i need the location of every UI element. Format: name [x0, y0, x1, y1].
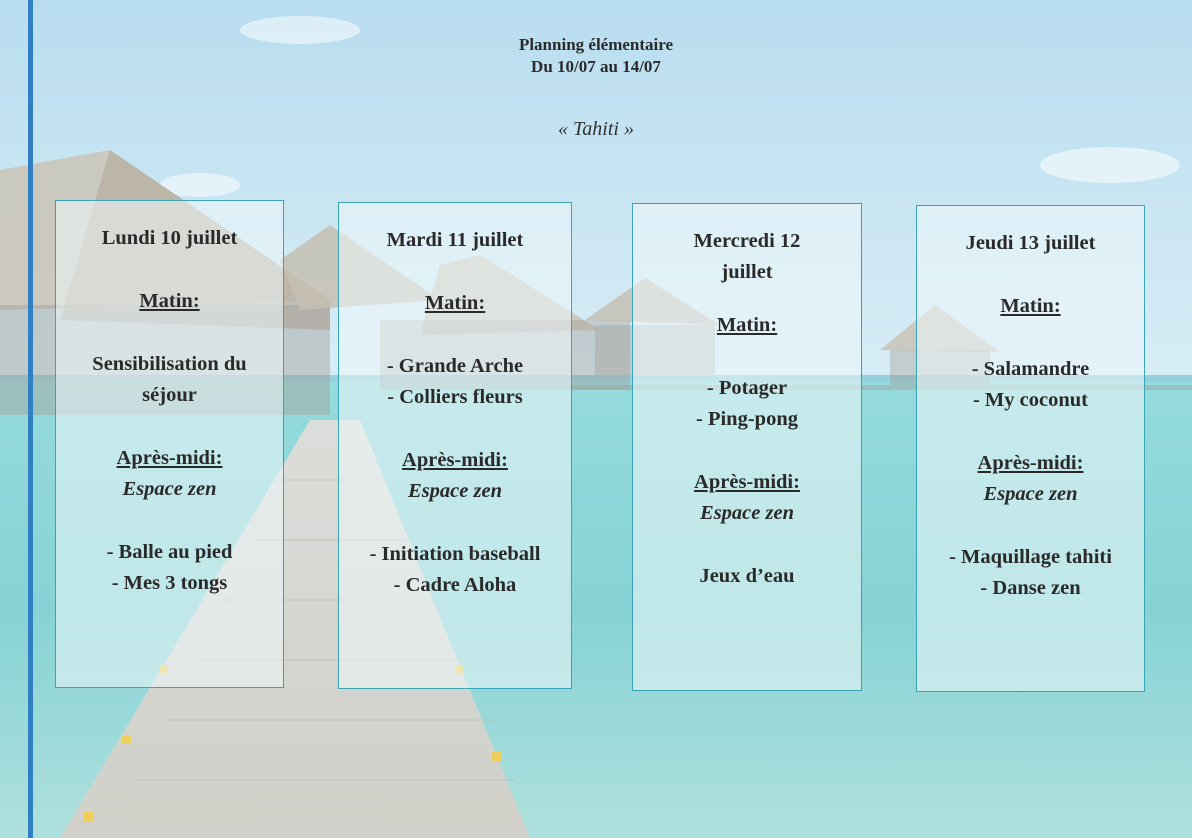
morning-activity: Sensibilisation du: [92, 353, 247, 375]
afternoon-activity: Jeux d’eau: [699, 565, 795, 587]
morning-activity: - Salamandre: [971, 358, 1090, 380]
day-card-thursday: [916, 205, 1145, 692]
afternoon-activity: - Initiation baseball: [369, 543, 541, 565]
morning-activity: - Grande Arche: [386, 355, 524, 377]
afternoon-activity: - Mes 3 tongs: [111, 572, 228, 594]
morning-label: Matin:: [139, 290, 200, 312]
day-title-line: Mercredi 12: [693, 230, 801, 252]
afternoon-label: Après-midi:: [977, 452, 1084, 474]
afternoon-subtitle: Espace zen: [408, 480, 502, 502]
morning-activity: - Colliers fleurs: [387, 386, 523, 408]
day-title: [633, 226, 861, 288]
day-card-monday: [55, 200, 284, 688]
page-header: [0, 34, 1192, 78]
morning-activity: - Potager: [706, 377, 788, 399]
date-range: Du 10/07 au 14/07: [531, 57, 661, 76]
page-title: Planning élémentaire: [518, 35, 674, 54]
theme-title: « Tahiti »: [558, 118, 634, 140]
afternoon-label: Après-midi:: [116, 447, 223, 469]
afternoon-subtitle: Espace zen: [983, 483, 1078, 505]
day-title: Jeudi 13 juillet: [965, 232, 1096, 254]
afternoon-label: Après-midi:: [402, 449, 508, 471]
day-card-tuesday: [338, 202, 572, 689]
afternoon-activity: - Maquillage tahiti: [949, 546, 1112, 568]
afternoon-subtitle: Espace zen: [122, 478, 217, 500]
afternoon-activity: - Balle au pied: [106, 541, 233, 563]
day-title: Mardi 11 juillet: [386, 229, 524, 251]
afternoon-activity: - Danse zen: [980, 577, 1081, 599]
morning-label: Matin:: [1000, 295, 1061, 317]
morning-label: Matin:: [424, 292, 486, 314]
afternoon-subtitle: Espace zen: [700, 502, 794, 524]
morning-activity: séjour: [142, 384, 197, 406]
afternoon-label: Après-midi:: [694, 471, 800, 493]
afternoon-activity: - Cadre Aloha: [393, 574, 517, 596]
morning-label: Matin:: [716, 314, 778, 336]
day-title: Lundi 10 juillet: [101, 227, 238, 249]
day-card-wednesday: [632, 203, 862, 691]
morning-activity: - Ping-pong: [696, 408, 798, 430]
morning-activity: - My coconut: [972, 389, 1088, 411]
day-title-line: juillet: [721, 261, 773, 283]
